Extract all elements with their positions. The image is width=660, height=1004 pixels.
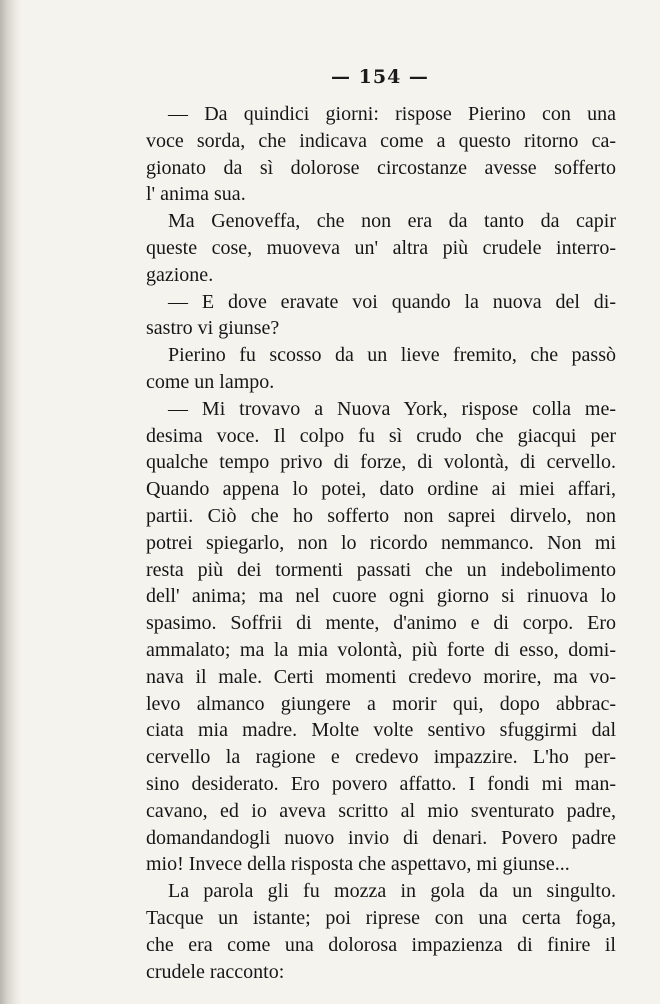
- text-line: Quando appena lo potei, dato ordine ai miei affari,: [146, 478, 616, 501]
- text-line: levo almanco giungere a morir qui, dopo abbrac-: [146, 692, 616, 715]
- text-line: queste cose, muoveva un' altra più crudele interro-: [146, 236, 616, 259]
- text-line: nava il male. Certi momenti credevo morire, ma vo-: [146, 665, 616, 688]
- text-line: voce sorda, che indicava come a questo ritorno ca-: [146, 129, 616, 152]
- text-line: come un lampo.: [146, 370, 275, 393]
- text-line: ammalato; ma la mia volontà, più forte di esso, domi-: [146, 638, 616, 661]
- text-line: desima voce. Il colpo fu sì crudo che giacqui per: [146, 424, 616, 447]
- paragraph: [146, 289, 616, 343]
- text-line: l' anima sua.: [146, 183, 246, 206]
- text-line: gazione.: [146, 263, 214, 286]
- binding-shadow: [0, 0, 22, 1004]
- text-line: cavano, ed io aveva scritto al mio sventurato padre,: [146, 799, 616, 822]
- text-line: resta più dei tormenti passati che un indebolimento: [146, 558, 616, 581]
- text-line: potrei spiegarlo, non lo ricordo nemmanco. Non mi: [146, 531, 616, 554]
- text-line: sino desiderato. Ero povero affatto. I fondi mi man-: [146, 772, 616, 795]
- text-line: ciata mia madre. Molte volte sentivo sfuggirmi dal: [146, 719, 616, 742]
- page-number: — 154 —: [331, 66, 429, 88]
- text-line: sastro vi giunse?: [146, 317, 280, 340]
- text-line: mio! Invece della risposta che aspettavo, mi giunse...: [146, 853, 570, 876]
- paragraph: [146, 101, 616, 208]
- text-line: spasimo. Soffrii di mente, d'animo e di corpo. Ero: [146, 612, 616, 635]
- paragraph: [146, 208, 616, 288]
- text-line: — Mi trovavo a Nuova York, rispose colla me-: [168, 397, 616, 420]
- body-text: [146, 101, 616, 985]
- text-line: gionato da sì dolorose circostanze avesse sofferto: [146, 156, 616, 179]
- text-line: Ma Genoveffa, che non era da tanto da capir: [168, 210, 616, 233]
- text-line: dell' anima; ma nel cuore ogni giorno si rinuova lo: [146, 585, 616, 608]
- text-line: La parola gli fu mozza in gola da un singulto.: [168, 880, 616, 903]
- paragraph: [146, 878, 616, 985]
- text-line: — E dove eravate voi quando la nuova del di-: [168, 290, 616, 313]
- paragraph: [146, 396, 616, 878]
- text-line: cervello la ragione e credevo impazzire. L'ho per-: [146, 746, 616, 769]
- text-line: crudele racconto:: [146, 960, 285, 983]
- text-line: Tacque un istante; poi riprese con una certa foga,: [146, 906, 616, 929]
- text-line: — Da quindici giorni: rispose Pierino con una: [168, 103, 616, 125]
- text-line: che era come una dolorosa impazienza di finire il: [146, 933, 616, 956]
- paragraph: [146, 342, 616, 396]
- text-line: partii. Ciò che ho sofferto non saprei dirvelo, non: [146, 504, 616, 527]
- text-line: qualche tempo privo di forze, di volontà, di cervello.: [146, 451, 616, 474]
- text-line: Pierino fu scosso da un lieve fremito, che passò: [168, 344, 616, 367]
- text-line: domandandogli nuovo invio di denari. Povero padre: [146, 826, 616, 849]
